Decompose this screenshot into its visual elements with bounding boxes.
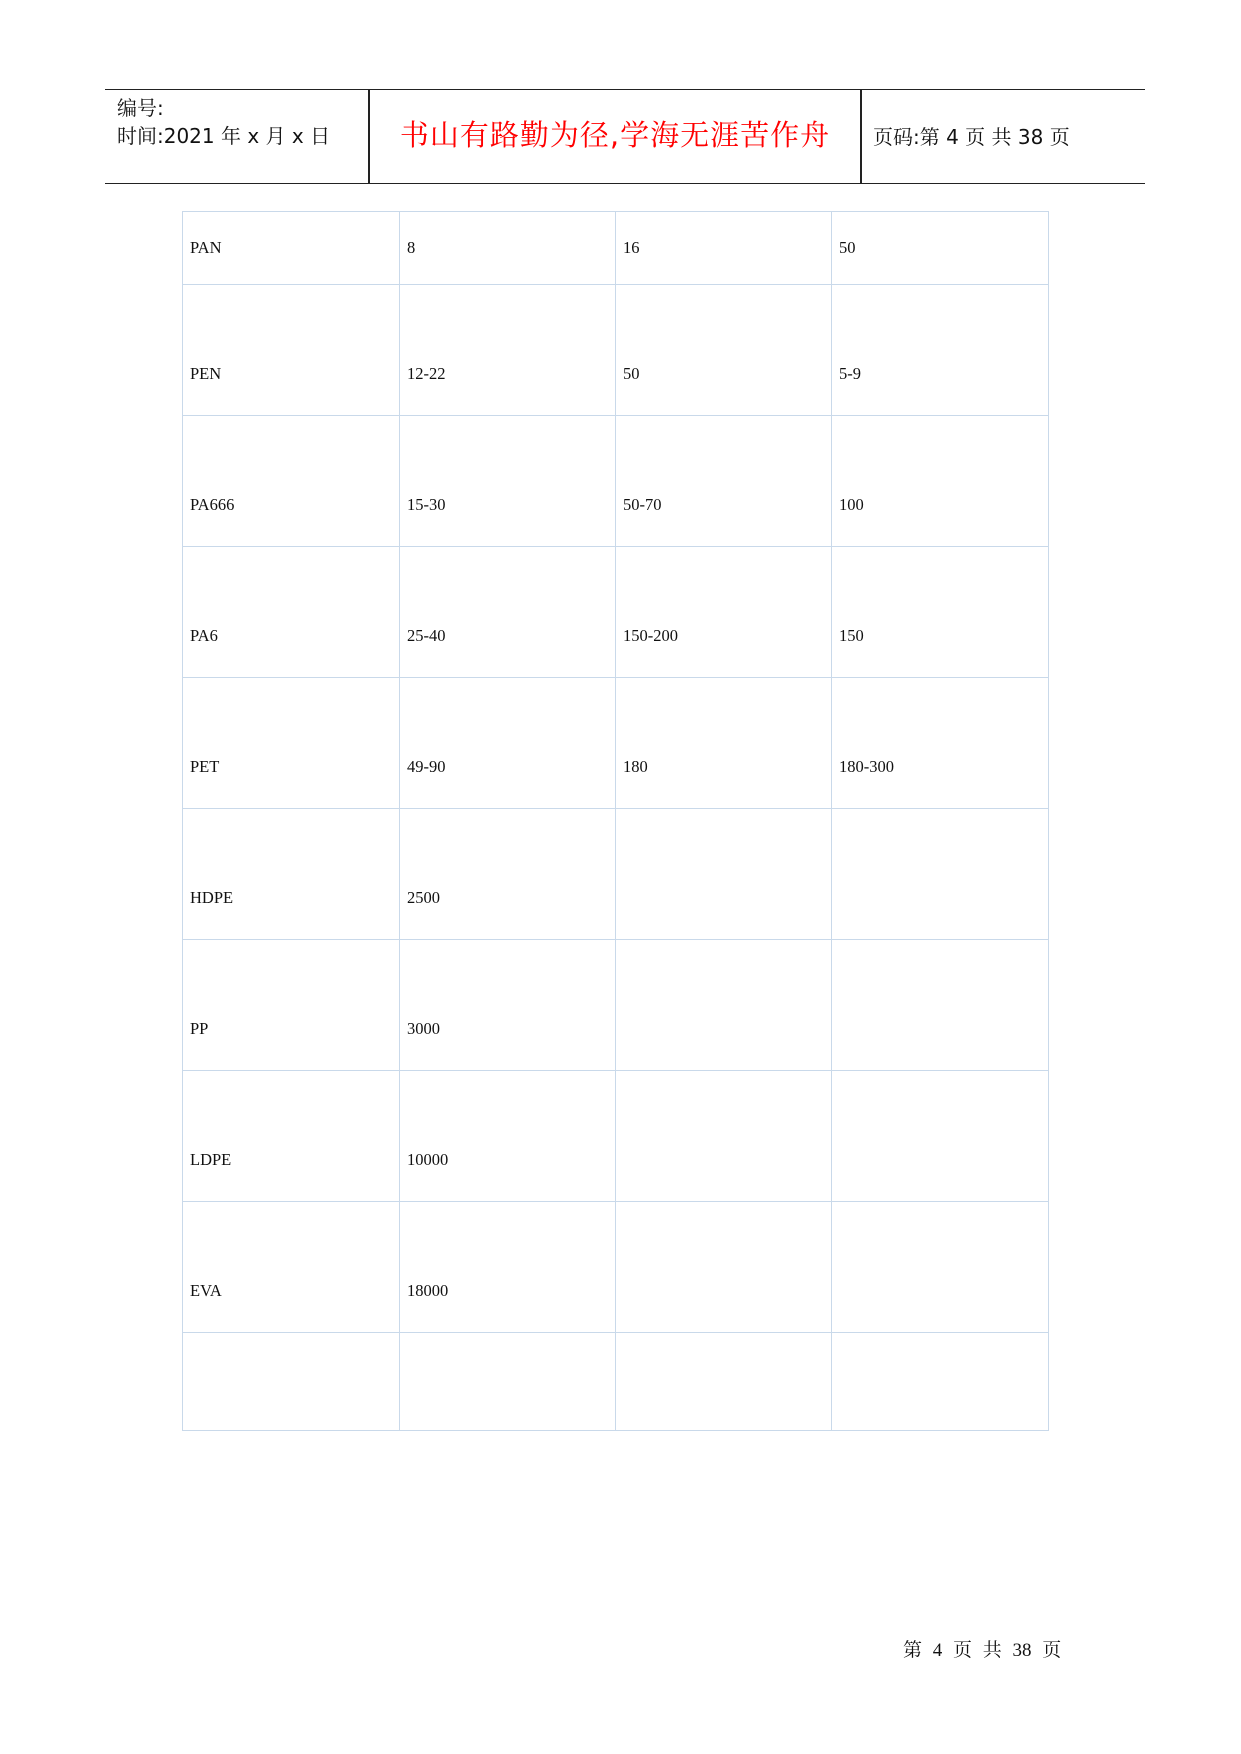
table-cell: 2500: [400, 809, 616, 940]
table-cell: 8: [400, 212, 616, 285]
header-meta: [117, 94, 330, 150]
table-cell: 180: [616, 678, 832, 809]
page-footer: 第 4 页 共 38 页: [903, 1640, 1062, 1661]
table-row: [183, 547, 1049, 678]
table-cell: [832, 809, 1049, 940]
data-table: [182, 211, 1049, 1431]
table-cell: [832, 1071, 1049, 1202]
table-cell: 10000: [400, 1071, 616, 1202]
table-cell: PAN: [183, 212, 400, 285]
table-cell: EVA: [183, 1202, 400, 1333]
table-cell: 50-70: [616, 416, 832, 547]
table-cell: [616, 940, 832, 1071]
header-divider: [860, 90, 862, 183]
table-cell: 150: [832, 547, 1049, 678]
table-cell: LDPE: [183, 1071, 400, 1202]
table-row: [183, 940, 1049, 1071]
header-number-label: 编号:: [117, 96, 164, 120]
table-row: [183, 416, 1049, 547]
table-cell: HDPE: [183, 809, 400, 940]
table-cell: PA666: [183, 416, 400, 547]
table-cell: [616, 1333, 832, 1431]
table-cell: 100: [832, 416, 1049, 547]
table-row: [183, 1333, 1049, 1431]
table-cell: [616, 809, 832, 940]
table-row: [183, 1202, 1049, 1333]
table-cell: 50: [832, 212, 1049, 285]
table-cell: 5-9: [832, 285, 1049, 416]
table-cell: [832, 940, 1049, 1071]
table-cell: 3000: [400, 940, 616, 1071]
table-cell: [400, 1333, 616, 1431]
table-row: [183, 809, 1049, 940]
table-cell: 16: [616, 212, 832, 285]
table-cell: [616, 1071, 832, 1202]
table-row: [183, 678, 1049, 809]
header-motto: 书山有路勤为径,学海无涯苦作舟: [399, 118, 831, 152]
table-cell: PA6: [183, 547, 400, 678]
table-cell: PP: [183, 940, 400, 1071]
header-page-info: 页码:第 4 页 共 38 页: [873, 125, 1070, 149]
table-cell: [183, 1333, 400, 1431]
page-header: [105, 89, 1145, 184]
table-cell: 18000: [400, 1202, 616, 1333]
table-row: [183, 212, 1049, 285]
table-cell: 25-40: [400, 547, 616, 678]
table-cell: [616, 1202, 832, 1333]
header-time-label: 时间:2021 年 x 月 x 日: [117, 124, 331, 148]
table-cell: PET: [183, 678, 400, 809]
table-cell: PEN: [183, 285, 400, 416]
table-row: [183, 1071, 1049, 1202]
table-row: [183, 285, 1049, 416]
table-cell: 12-22: [400, 285, 616, 416]
table-cell: 150-200: [616, 547, 832, 678]
table-cell: [832, 1202, 1049, 1333]
table-cell: 50: [616, 285, 832, 416]
table-cell: 49-90: [400, 678, 616, 809]
table-cell: 15-30: [400, 416, 616, 547]
table-cell: [832, 1333, 1049, 1431]
table-cell: 180-300: [832, 678, 1049, 809]
